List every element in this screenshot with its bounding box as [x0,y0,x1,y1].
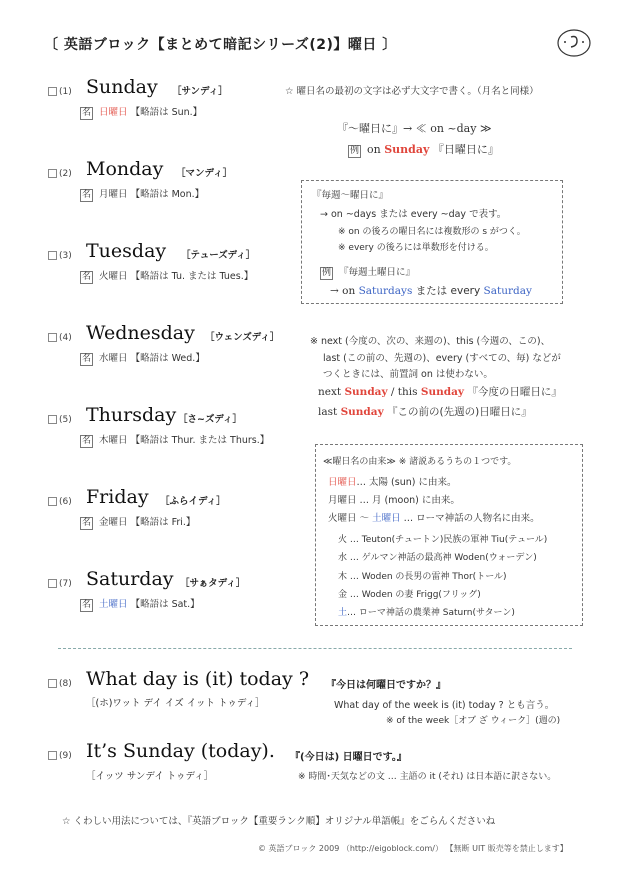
day-number: (5) [48,415,72,425]
day-number: (3) [48,251,72,261]
day-number: (2) [48,169,72,179]
every-week-heading: 『毎週～曜日に』 [312,190,389,201]
day-name-ja: 名 火曜日 【略語は Tu. または Tues.】 [82,271,254,282]
origin-thursday: 木 … Woden の長男の雷神 Thor(トール) [338,572,507,582]
q8-pronunciation: ［(ホ)ワット デイ イズ イット トゥディ］ [86,698,265,709]
day-number: (4) [48,333,72,343]
page-title: 〔 英語ブロック【まとめて暗記シリーズ(2)】曜日 〕 [44,37,397,53]
checkbox-icon [48,751,57,760]
day-pronunciation: ［ウェンズディ］ [205,332,280,343]
day-name-ja: 名 月曜日 【略語は Mon.】 [82,189,205,200]
mascot-face-icon [556,28,592,58]
q8-of-the-week-note: ※ of the week［オブ ざ ウィーク］(週の) [386,716,561,726]
day-pronunciation: ［サンディ］ [172,86,228,97]
origin-monday: 月曜日 … 月 (moon) に由来。 [328,495,460,506]
checkbox-icon [48,497,57,506]
q9-japanese: 『(今日は) 日曜日です。』 [290,752,407,763]
checkbox-icon [48,333,57,342]
day-name-ja: 名 土曜日 【略語は Sat.】 [82,599,200,610]
day-pronunciation: ［マンディ］ [176,168,233,179]
capital-letter-note: ☆ 曜日名の最初の文字は必ず大文字で書く。（月名と同様） [285,86,539,97]
day-number: (1) [48,87,72,97]
day-name-en: Friday [86,486,149,508]
day-pronunciation: ［さ~ズディ］ [178,414,243,425]
checkbox-icon [48,579,57,588]
checkbox-icon [48,169,57,178]
noun-mark: 名 [82,518,92,528]
day-name-en: Thursday [86,404,177,426]
noun-mark: 名 [82,436,92,446]
day-name-en: Tuesday [86,240,167,262]
example-mark: 例 [350,146,360,156]
noun-mark: 名 [82,272,92,282]
q8-alt-note: What day of the week is (it) today ? とも言う。 [334,700,555,711]
q8-number: (8) [48,679,72,689]
q9-number: (9) [48,751,72,761]
copyright: © 英語ブロック 2009 （http://eigoblock.com/） 【無断 UIT 販売等を禁止します】 [258,844,568,853]
plural-s-note: ※ on の後ろの曜日名には複数形の s がつく。 [338,227,526,237]
noun-mark: 名 [82,108,92,118]
q8-english: What day is (it) today ? [86,668,309,690]
noun-mark: 名 [82,600,92,610]
noun-mark: 名 [82,190,92,200]
day-origin-heading: ≪曜日名の由来≫ ※ 諸説あるうちの１つです。 [323,457,517,467]
next-sunday-example: next Sunday / this Sunday 『今度の日曜日に』 [318,386,562,398]
day-name-ja: 名 水曜日 【略語は Wed.】 [82,353,205,364]
origin-friday: 金 … Woden の妻 Frigg(フリッグ) [338,590,481,600]
q8-japanese: 『今日は何曜日ですか？』 [326,680,446,691]
section-divider [58,648,572,649]
next-this-last-note: ※ next (今度の、次の、来週の)、this (今週の、この)、 [310,336,551,347]
origin-saturday: 土… ローマ神話の農業神 Saturn(サターン) [338,608,515,618]
q9-it-note: ※ 時間･天気などの文 … 主語の it (それ) は日本語に訳さない。 [298,772,557,782]
origin-sunday: 日曜日… 太陽 (sun) に由来。 [328,477,457,488]
checkbox-icon [48,415,57,424]
noun-mark: 名 [82,354,92,364]
day-name-ja: 名 日曜日 【略語は Sun.】 [82,107,203,118]
next-this-last-note-3: つくときには、前置詞 on は使わない。 [323,369,493,380]
day-pronunciation: ［テューズディ］ [181,250,256,261]
day-name-en: Monday [86,158,164,180]
next-this-last-note-2: last (この前の、先週の)、every (すべての、毎) などが [323,353,561,364]
origin-wednesday: 水 … ゲルマン神話の最高神 Woden(ウォーデン) [338,553,537,563]
every-saturday-example-label: 例 『毎週土曜日に』 [322,267,416,278]
checkbox-icon [48,87,57,96]
q9-english: It’s Sunday (today). [86,740,275,762]
origin-tue-sat: 火曜日 ～ 土曜日 … ローマ神話の人物名に由来。 [328,513,540,524]
day-pronunciation: ［ふらイディ］ [160,496,226,507]
singular-note: ※ every の後ろには単数形を付ける。 [338,243,494,253]
day-name-ja: 名 木曜日 【略語は Thur. または Thurs.】 [82,435,270,446]
origin-tuesday: 火 … Teuton(チュートン)民族の軍神 Tiu(テュール) [338,535,548,545]
day-number: (7) [48,579,72,589]
on-sunday-example: 例 on Sunday 『日曜日に』 [350,143,499,156]
q9-pronunciation: ［イッツ サンデイ トゥディ］ [86,771,214,782]
reference-note: ☆ くわしい用法については、『英語ブロック【重要ランク順】オリジナル単語帳』をごらんくださいね [62,816,496,827]
day-name-en: Saturday [86,568,174,590]
checkbox-icon [48,251,57,260]
day-name-ja: 名 金曜日 【略語は Fri.】 [82,517,196,528]
day-name-en: Wednesday [86,322,195,344]
every-week-rule: → on ~days または every ~day で表す。 [320,209,507,220]
day-number: (6) [48,497,72,507]
every-saturday-example: → on Saturdays または every Saturday [330,285,532,297]
on-day-rule: 『～曜日に』→ ≪ on ~day ≫ [337,122,492,135]
checkbox-icon [48,679,57,688]
last-sunday-example: last Sunday 『この前の(先週の)日曜日に』 [318,406,532,418]
day-name-en: Sunday [86,76,158,98]
day-pronunciation: ［サぁタディ］ [180,578,246,589]
